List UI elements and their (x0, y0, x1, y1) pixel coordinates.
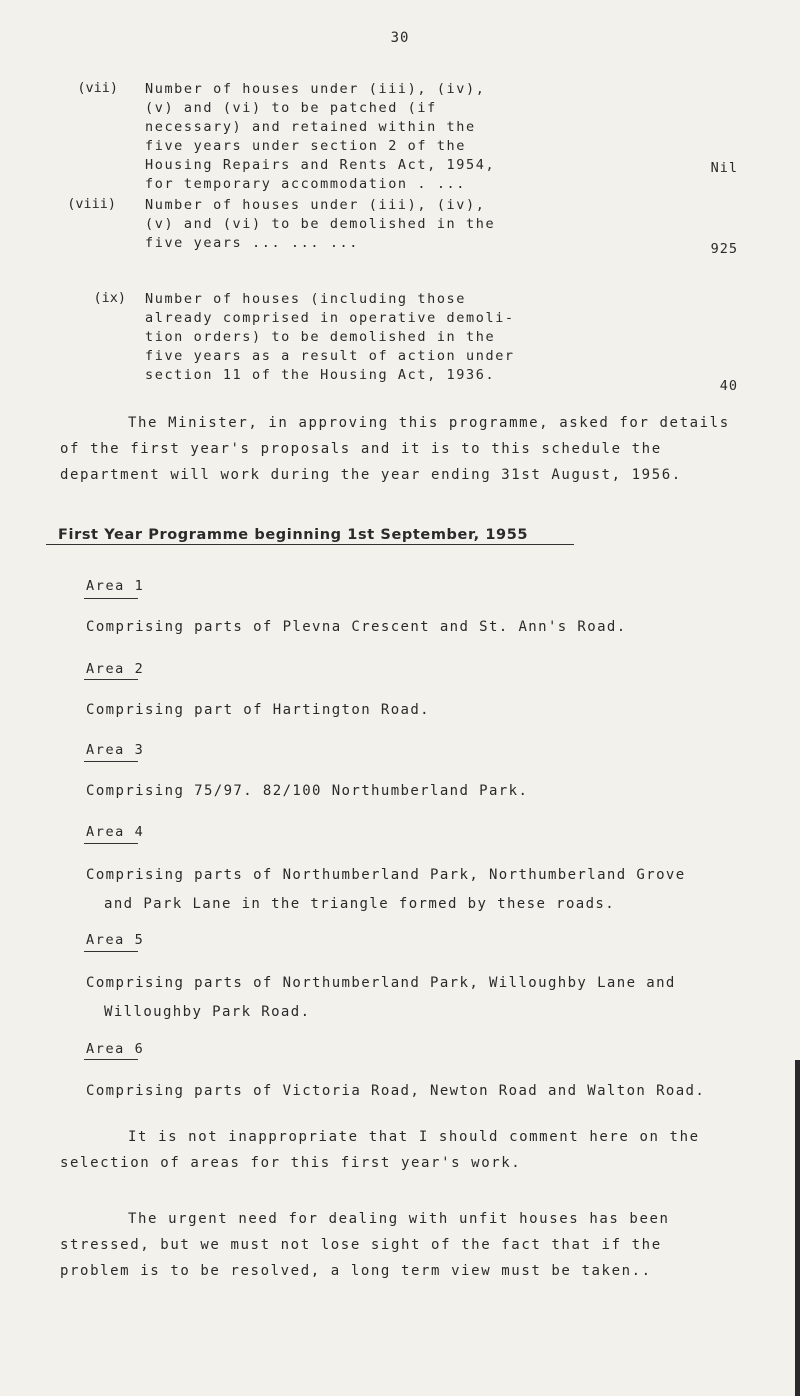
area-description (86, 1077, 776, 1106)
item-number: (vii) (77, 80, 118, 96)
programme-heading: First Year Programme beginning 1st September, 1955 (58, 527, 529, 543)
area-description (86, 969, 776, 1027)
item-line: already comprised in operative demoli- (145, 310, 515, 326)
area-underline (84, 843, 138, 844)
item-description (145, 290, 545, 385)
paragraph-line-1 (60, 1206, 750, 1232)
closing-paragraph (60, 1206, 750, 1284)
area-text-line: Comprising parts of Northumberland Park, Northumberland Grove (86, 867, 686, 883)
item-line: (v) and (vi) to be demolished in the (145, 216, 496, 232)
area-underline (84, 1059, 138, 1060)
area-text-line: Comprising parts of Plevna Crescent and St. Ann's Road. (86, 619, 627, 635)
paragraph-text: problem is to be resolved, a long term view must be taken.. (60, 1263, 652, 1279)
page-edge-shadow (795, 1060, 800, 1396)
area-underline (84, 761, 138, 762)
intro-paragraph (60, 410, 750, 488)
area-description (86, 696, 776, 725)
area-description (86, 613, 776, 642)
item-line: Housing Repairs and Rents Act, 1954, (145, 157, 496, 173)
area-underline (84, 951, 138, 952)
area-text-line: Comprising part of Hartington Road. (86, 702, 431, 718)
item-description (145, 196, 545, 253)
paragraph-text: stressed, but we must not lose sight of the fact that if the (60, 1237, 662, 1253)
heading-underline (46, 544, 574, 545)
paragraph-text: selection of areas for this first year's work. (60, 1155, 522, 1171)
item-line: tion orders) to be demolished in the (145, 329, 496, 345)
closing-paragraph (60, 1124, 750, 1176)
item-number: (viii) (67, 196, 116, 212)
area-title: Area 1 (86, 578, 145, 594)
item-line: five years under section 2 of the (145, 138, 467, 154)
item-line: section 11 of the Housing Act, 1936. (145, 367, 496, 383)
paragraph-text: department will work during the year ending 31st August, 1956. (60, 467, 682, 483)
paragraph-text: The Minister, in approving this programme, asked for details (128, 415, 730, 431)
item-line: five years ... ... ... (145, 235, 360, 251)
item-line: for temporary accommodation . ... (145, 176, 467, 192)
area-title: Area 3 (86, 742, 145, 758)
area-text-line: and Park Lane in the triangle formed by these roads. (104, 896, 616, 912)
area-text-line: Comprising 75/97. 82/100 Northumberland Park. (86, 783, 529, 799)
item-line: Number of houses (including those (145, 291, 467, 307)
item-value: 925 (710, 241, 738, 257)
area-text-line: Comprising parts of Northumberland Park, Willoughby Lane and (86, 975, 676, 991)
paragraph-text: It is not inappropriate that I should comment here on the (128, 1129, 700, 1145)
area-title: Area 2 (86, 661, 145, 677)
area-title: Area 4 (86, 824, 145, 840)
area-title: Area 5 (86, 932, 145, 948)
area-title: Area 6 (86, 1041, 145, 1057)
item-number: (ix) (93, 290, 126, 306)
item-value: Nil (710, 160, 738, 176)
area-description (86, 777, 776, 806)
paragraph-line-1 (60, 410, 750, 436)
item-value: 40 (719, 378, 738, 394)
item-line: necessary) and retained within the (145, 119, 476, 135)
page-number: 30 (390, 30, 410, 46)
area-text-line: Willoughby Park Road. (104, 1004, 311, 1020)
item-line: (v) and (vi) to be patched (if (145, 100, 437, 116)
area-underline (84, 679, 138, 680)
paragraph-text: of the first year's proposals and it is to this schedule the (60, 441, 662, 457)
area-text-line: Comprising parts of Victoria Road, Newton Road and Walton Road. (86, 1083, 706, 1099)
paragraph-text: The urgent need for dealing with unfit houses has been (128, 1211, 670, 1227)
item-line: five years as a result of action under (145, 348, 515, 364)
area-underline (84, 598, 138, 599)
item-line: Number of houses under (iii), (iv), (145, 81, 486, 97)
paragraph-line-1 (60, 1124, 750, 1150)
item-description (145, 80, 545, 194)
item-line: Number of houses under (iii), (iv), (145, 197, 486, 213)
area-description (86, 861, 776, 919)
